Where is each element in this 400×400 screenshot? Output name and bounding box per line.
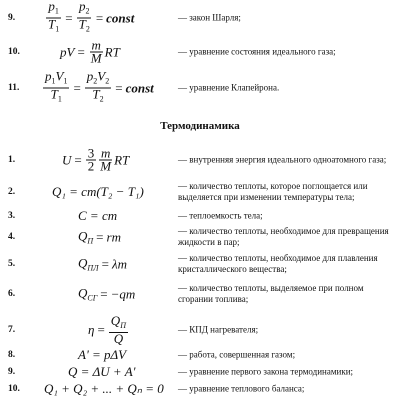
item-description: — внутренняя энергия идеального одноатомного газа; bbox=[178, 154, 387, 165]
item-number: 5. bbox=[8, 259, 16, 269]
item-number: 7. bbox=[8, 325, 16, 335]
gas-work-formula: A' = pΔV bbox=[78, 347, 127, 362]
vaporization-formula: $Q_П$ = rm bbox=[78, 228, 121, 246]
item-description: — уравнение теплового баланса; bbox=[178, 383, 305, 394]
ideal-gas-formula: pV = $\frac{m}{M}$ RT bbox=[60, 37, 120, 66]
item-description: — количество теплоты, необходимое для плавления кристаллического вещества; bbox=[178, 253, 378, 274]
formula-row-6 bbox=[0, 283, 400, 304]
item-number: 10. bbox=[8, 47, 20, 57]
formula-row-charles bbox=[0, 0, 400, 34]
item-description: — уравнение состояния идеального газа; bbox=[178, 46, 336, 57]
item-number: 2. bbox=[8, 187, 16, 197]
item-description: — теплоемкость тела; bbox=[178, 210, 263, 221]
formula-row-ideal-gas bbox=[0, 37, 400, 66]
item-number: 10. bbox=[8, 384, 20, 394]
formula-row-8 bbox=[0, 347, 400, 362]
item-description: — закон Шарля; bbox=[178, 12, 241, 23]
item-number: 9. bbox=[8, 367, 16, 377]
internal-energy-formula: U = $\frac{3}{2}$ $\frac{m}{M}$ RT bbox=[62, 145, 130, 174]
item-number: 8. bbox=[8, 350, 16, 360]
formula-row-9 bbox=[0, 364, 400, 379]
formula-row-4 bbox=[0, 226, 400, 247]
item-description: — работа, совершенная газом; bbox=[178, 349, 296, 360]
formula-row-1 bbox=[0, 145, 400, 174]
section-heading: Термодинамика bbox=[160, 120, 240, 132]
charles-law-formula: $\frac{p_1}{T_1}$ = $\frac{p_2}{T_2}$ = const bbox=[48, 0, 135, 34]
formula-row-10 bbox=[0, 381, 400, 396]
heat-quantity-formula: Q₁ = cm(T₂ − T₁) bbox=[52, 184, 144, 199]
combustion-formula: $Q_{СГ}$ = −qm bbox=[78, 285, 136, 303]
formula-row-3 bbox=[0, 208, 400, 223]
clapeyron-formula: $\frac{p_1V_1}{T_1}$ = $\frac{p_2V_2}{T_2}$ = const bbox=[45, 68, 154, 104]
item-number: 9. bbox=[8, 13, 16, 23]
item-number: 3. bbox=[8, 211, 16, 221]
item-description: — уравнение Клапейрона. bbox=[178, 82, 280, 93]
item-number: 11. bbox=[8, 83, 20, 93]
item-description: — количество теплоты, выделяемое при полном сгорании топлива; bbox=[178, 283, 364, 304]
first-law-formula: Q = ΔU + A' bbox=[68, 364, 136, 379]
item-number: 6. bbox=[8, 289, 16, 299]
formula-row-5 bbox=[0, 253, 400, 274]
item-description: — количество теплоты, которое поглощается или выделяется при изменении температуры тела; bbox=[178, 181, 368, 202]
item-description: — количество теплоты, необходимое для превращения жидкости в пар; bbox=[178, 226, 389, 247]
item-number: 1. bbox=[8, 155, 16, 165]
formula-row-clapeyron bbox=[0, 68, 400, 104]
formula-row-2 bbox=[0, 181, 400, 202]
efficiency-formula: η = $\frac{Q_П}{Q}$ bbox=[88, 313, 126, 346]
item-number: 4. bbox=[8, 232, 16, 242]
item-description: — КПД нагревателя; bbox=[178, 324, 259, 335]
melting-formula: $Q_{ПЛ}$ = λm bbox=[78, 255, 127, 273]
item-description: — уравнение первого закона термодинамики; bbox=[178, 366, 354, 377]
formula-row-7 bbox=[0, 313, 400, 346]
heat-balance-formula: Q₁ + Q₂ + ... + Qₙ = 0 bbox=[44, 381, 164, 396]
heat-capacity-formula: C = cm bbox=[78, 208, 118, 223]
